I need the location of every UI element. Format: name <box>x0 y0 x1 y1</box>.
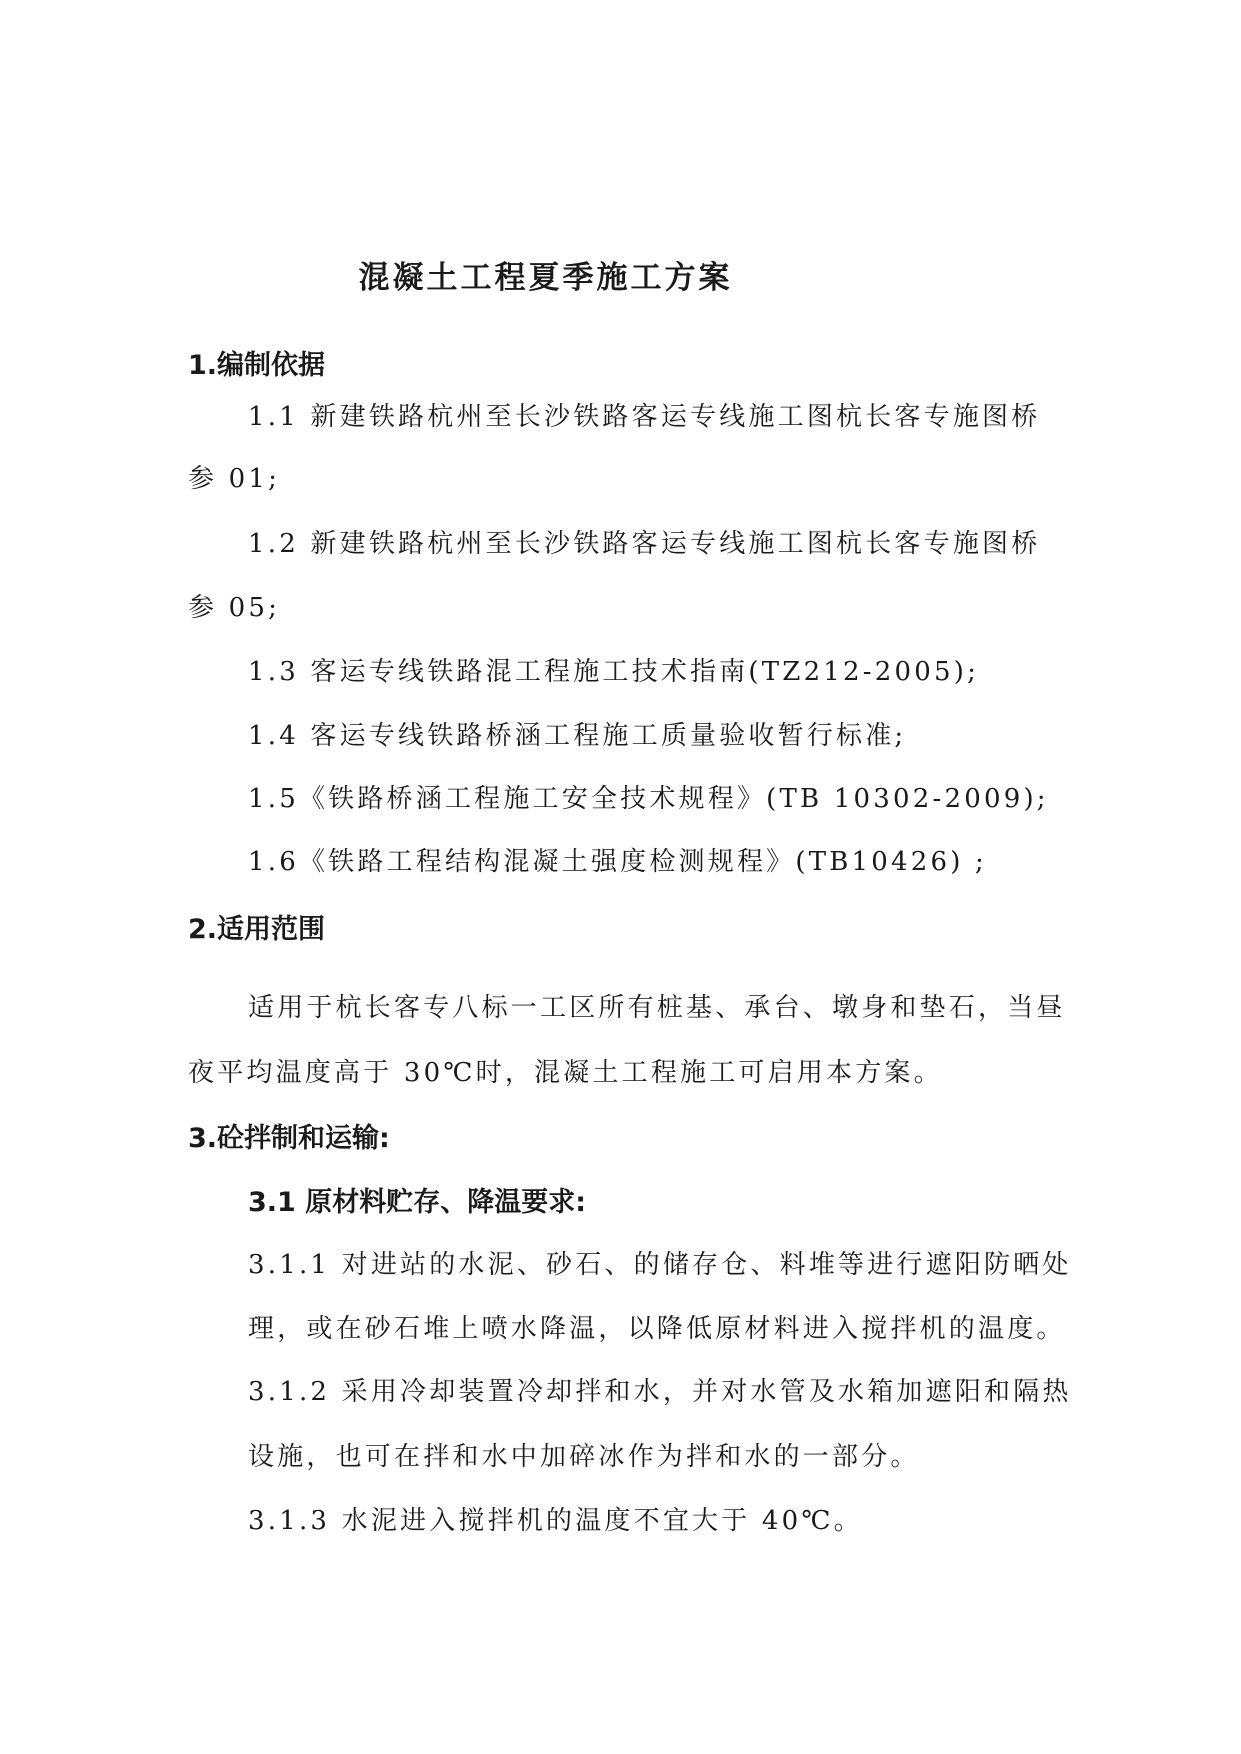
item-1-1-line-1: 1.1 新建铁路杭州至长沙铁路客运专线施工图杭长客专施图桥 <box>248 402 1041 432</box>
page-title: 混凝土工程夏季施工方案 <box>358 260 733 296</box>
item-3-1-2-line-1: 3.1.2 采用冷却装置冷却拌和水，并对水管及水箱加遮阳和隔热 <box>248 1377 1072 1407</box>
section-heading-1: 1.编制依据 <box>188 350 326 381</box>
section-2-line-1: 适用于杭长客专八标一工区所有桩基、承台、墩身和垫石，当昼 <box>248 993 1066 1023</box>
item-1-2-line-1: 1.2 新建铁路杭州至长沙铁路客运专线施工图杭长客专施图桥 <box>248 529 1041 559</box>
section-heading-3: 3.砼拌制和运输: <box>188 1123 390 1154</box>
item-3-1-3: 3.1.3 水泥进入搅拌机的温度不宜大于 40℃。 <box>248 1506 863 1536</box>
item-1-4: 1.4 客运专线铁路桥涵工程施工质量验收暂行标准; <box>248 721 907 751</box>
section-heading-2: 2.适用范围 <box>188 914 326 945</box>
subsection-heading-3-1: 3.1 原材料贮存、降温要求: <box>248 1187 587 1218</box>
section-2-line-2: 夜平均温度高于 30℃时，混凝土工程施工可启用本方案。 <box>188 1058 943 1088</box>
item-1-2-line-2: 参 05; <box>188 593 281 623</box>
item-1-5: 1.5《铁路桥涵工程施工安全技术规程》(TB 10302-2009); <box>248 784 1049 814</box>
item-3-1-1-line-2: 理，或在砂石堆上喷水降温，以降低原材料进入搅拌机的温度。 <box>248 1314 1066 1344</box>
item-3-1-1-line-1: 3.1.1 对进站的水泥、砂石、的储存仓、料堆等进行遮阳防晒处 <box>248 1250 1072 1280</box>
item-1-1-line-2: 参 01; <box>188 464 281 494</box>
item-3-1-2-line-2: 设施，也可在拌和水中加碎冰作为拌和水的一部分。 <box>248 1442 920 1472</box>
item-1-3: 1.3 客运专线铁路混工程施工技术指南(TZ212-2005); <box>248 657 980 687</box>
item-1-6: 1.6《铁路工程结构混凝土强度检测规程》(TB10426) ; <box>248 847 988 877</box>
